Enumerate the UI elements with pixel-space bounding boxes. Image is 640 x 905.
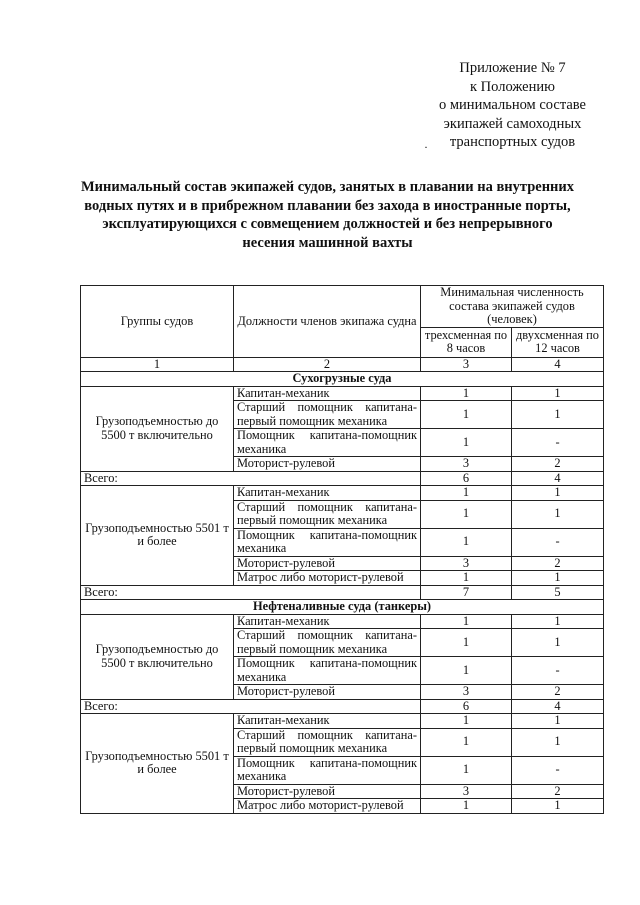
two-shift-cell: 1 xyxy=(512,614,604,629)
appendix-line: транспортных судов xyxy=(449,134,576,150)
column-number: 1 xyxy=(81,357,234,372)
total-label: Всего: xyxy=(81,585,421,600)
two-shift-cell: 2 xyxy=(512,685,604,700)
total-row xyxy=(81,585,604,600)
header-three-shift: трехсменная по 8 часов xyxy=(421,327,512,357)
position-cell: Старший помощник капитана-первый помощник механика xyxy=(234,401,421,429)
table-row xyxy=(81,386,604,401)
total-row xyxy=(81,699,604,714)
section-row xyxy=(81,600,604,615)
appendix-line: к Положению xyxy=(470,78,555,95)
three-shift-cell: 1 xyxy=(421,799,512,814)
group-label: Грузоподъемностью 5501 т и более xyxy=(81,486,234,586)
two-shift-cell: 1 xyxy=(512,386,604,401)
position-cell: Матрос либо моторист-рулевой xyxy=(234,571,421,586)
position-cell: Капитан-механик xyxy=(234,386,421,401)
position-cell: Старший помощник капитана-первый помощник механика xyxy=(234,629,421,657)
column-number: 4 xyxy=(512,357,604,372)
table-row xyxy=(81,614,604,629)
two-shift-cell: 1 xyxy=(512,486,604,501)
position-cell: Помощник капитана-помощник механика xyxy=(234,657,421,685)
position-cell: Капитан-механик xyxy=(234,614,421,629)
position-cell: Моторист-рулевой xyxy=(234,784,421,799)
three-shift-cell: 1 xyxy=(421,386,512,401)
three-shift-cell: 1 xyxy=(421,629,512,657)
header-minimum: Минимальная численность состава экипажей судов (человек) xyxy=(421,286,604,328)
position-cell: Помощник капитана-помощник механика xyxy=(234,528,421,556)
position-cell: Капитан-механик xyxy=(234,714,421,729)
three-shift-cell: 1 xyxy=(421,528,512,556)
document-title xyxy=(60,178,595,252)
total-three: 6 xyxy=(421,699,512,714)
three-shift-cell: 1 xyxy=(421,486,512,501)
title-line: несения машинной вахты xyxy=(242,234,413,251)
group-label: Грузоподъемностью 5501 т и более xyxy=(81,714,234,814)
two-shift-cell: 2 xyxy=(512,556,604,571)
three-shift-cell: 1 xyxy=(421,500,512,528)
position-cell: Старший помощник капитана-первый помощник механика xyxy=(234,728,421,756)
title-line: водных путях и в прибрежном плавании без захода в иностранные порты, xyxy=(84,197,571,214)
position-cell: Старший помощник капитана-первый помощник механика xyxy=(234,500,421,528)
header-position: Должности членов экипажа судна xyxy=(234,286,421,358)
three-shift-cell: 1 xyxy=(421,714,512,729)
table-row xyxy=(81,486,604,501)
position-cell: Помощник капитана-помощник механика xyxy=(234,756,421,784)
group-label: Грузоподъемностью до 5500 т включительно xyxy=(81,386,234,471)
three-shift-cell: 1 xyxy=(421,756,512,784)
two-shift-cell: 1 xyxy=(512,728,604,756)
position-cell: Моторист-рулевой xyxy=(234,457,421,472)
header-two-shift: двухсменная по 12 часов xyxy=(512,327,604,357)
total-two: 4 xyxy=(512,471,604,486)
two-shift-cell: - xyxy=(512,528,604,556)
two-shift-cell: 1 xyxy=(512,401,604,429)
three-shift-cell: 3 xyxy=(421,556,512,571)
three-shift-cell: 1 xyxy=(421,429,512,457)
three-shift-cell: 1 xyxy=(421,614,512,629)
two-shift-cell: 2 xyxy=(512,457,604,472)
title-line: Минимальный состав экипажей судов, занятых в плавании на внутренних xyxy=(80,179,575,195)
appendix-line: экипажей самоходных xyxy=(443,115,582,132)
appendix-line: о минимальном составе xyxy=(439,97,586,113)
total-three: 7 xyxy=(421,585,512,600)
column-number: 2 xyxy=(234,357,421,372)
three-shift-cell: 1 xyxy=(421,571,512,586)
three-shift-cell: 3 xyxy=(421,457,512,472)
two-shift-cell: 1 xyxy=(512,571,604,586)
table-row xyxy=(81,714,604,729)
header-group: Группы судов xyxy=(81,286,234,358)
column-number: 3 xyxy=(421,357,512,372)
three-shift-cell: 1 xyxy=(421,728,512,756)
section-title: Нефтеналивные суда (танкеры) xyxy=(81,600,604,615)
title-line: эксплуатирующихся с совмещением должностей и без непрерывного xyxy=(102,216,553,232)
three-shift-cell: 3 xyxy=(421,685,512,700)
two-shift-cell: 1 xyxy=(512,714,604,729)
two-shift-cell: 1 xyxy=(512,799,604,814)
position-cell: Капитан-механик xyxy=(234,486,421,501)
section-title: Сухогрузные суда xyxy=(81,372,604,387)
two-shift-cell: 1 xyxy=(512,629,604,657)
total-label: Всего: xyxy=(81,471,421,486)
two-shift-cell: - xyxy=(512,756,604,784)
two-shift-cell: - xyxy=(512,657,604,685)
total-two: 5 xyxy=(512,585,604,600)
two-shift-cell: 2 xyxy=(512,784,604,799)
scan-dot: · xyxy=(424,140,428,154)
position-cell: Моторист-рулевой xyxy=(234,556,421,571)
crew-table xyxy=(80,285,604,814)
position-cell: Матрос либо моторист-рулевой xyxy=(234,799,421,814)
position-cell: Моторист-рулевой xyxy=(234,685,421,700)
three-shift-cell: 3 xyxy=(421,784,512,799)
two-shift-cell: 1 xyxy=(512,500,604,528)
position-cell: Помощник капитана-помощник механика xyxy=(234,429,421,457)
appendix-line: Приложение № 7 xyxy=(459,60,566,76)
total-two: 4 xyxy=(512,699,604,714)
group-label: Грузоподъемностью до 5500 т включительно xyxy=(81,614,234,699)
three-shift-cell: 1 xyxy=(421,401,512,429)
total-row xyxy=(81,471,604,486)
three-shift-cell: 1 xyxy=(421,657,512,685)
appendix-block xyxy=(400,59,625,152)
total-three: 6 xyxy=(421,471,512,486)
two-shift-cell: - xyxy=(512,429,604,457)
total-label: Всего: xyxy=(81,699,421,714)
section-row xyxy=(81,372,604,387)
